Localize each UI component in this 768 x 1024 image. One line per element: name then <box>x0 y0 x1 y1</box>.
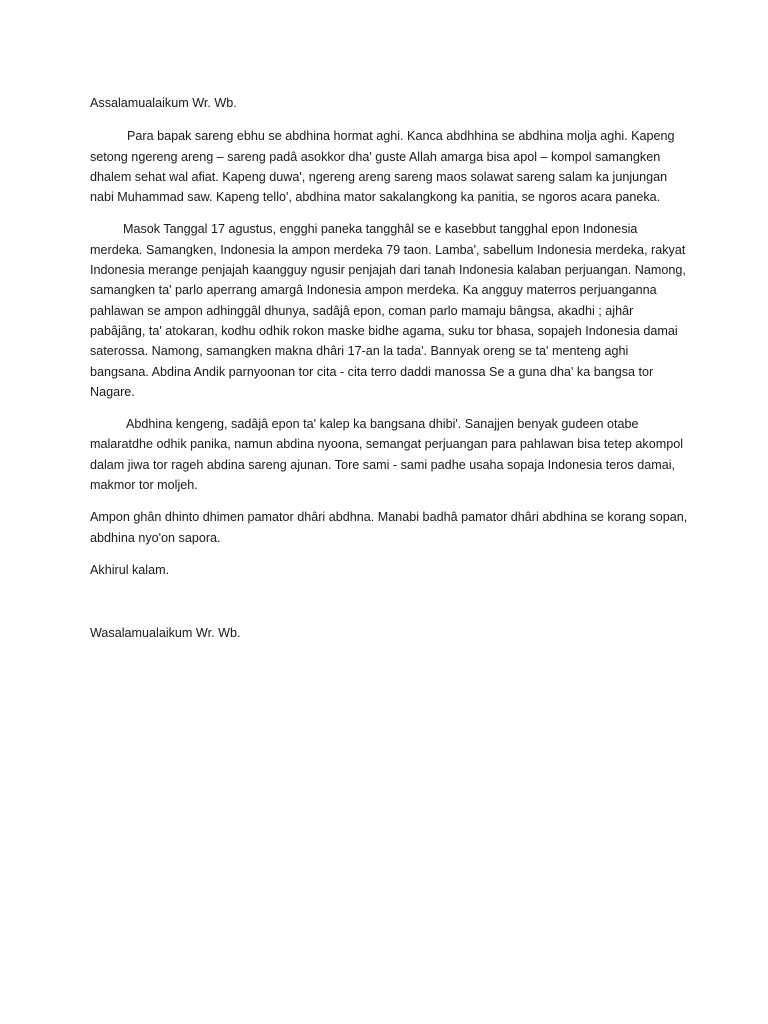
paragraph-spirit: Abdhina kengeng, sadâjâ epon ta' kalep ka bangsana dhibi'. Sanajjen benyak gudeen otabe malaratdhe odhik panika, namun abdina nyoona, semangat perjuangan para pahlawan bisa tetep akompol dalam jiwa tor rageh abdina sareng ajunan. Tore sami - sami padhe usaha sopaja Indonesia teros damai, makmor tor moljeh. <box>90 417 684 493</box>
paragraph-opening: Para bapak sareng ebhu se abdhina hormat aghi. Kanca abdhhina se abdhina molja aghi. Kapeng setong ngereng areng – sareng padâ asokkor dha' guste Allah amarga bisa apol – kompol samangken dhalem sehat wal afiat. Kapeng duwa', ngereng areng sareng maos solawat sareng salam ka junjungan nabi Muhammad saw. Kapeng tello', abdhina mator sakalangkong ka panitia, se ngoros acara paneka. <box>90 129 675 205</box>
paragraph-apology: Ampon ghân dhinto dhimen pamator dhâri abdhna. Manabi badhâ pamator dhâri abdhina se korang sopan, abdhina nyo'on sapora. <box>90 510 688 545</box>
greeting: Assalamualaikum Wr. Wb. <box>90 96 237 110</box>
document-body <box>90 93 690 644</box>
closing-line: Akhirul kalam. <box>90 562 170 577</box>
farewell: Wasalamualaikum Wr. Wb. <box>90 626 241 641</box>
paragraph-independence-day: Masok Tanggal 17 agustus, engghi paneka tangghâl se e kasebbut tangghal epon Indonesia merdeka. Samangken, Indonesia la ampon merdeka 79 taon. Lamba', sabellum Indonesia merdeka, rakyat Indonesia merange penjajah kaangguy ngusir penjajah dari tanah Indonesia kalaban perjuangan. Namong, samangken ta' parlo aperrang amargâ Indonesia ampon merdeka. Ka angguy materros perjuanganna pahlawan se ampon adhinggâl dhunya, sadâjâ epon, coman parlo mamaju bângsa, akadhi ; ajhâr pabâjâng, ta' atokaran, kodhu odhik rokon maske bidhe agama, suku tor bhasa, sopajeh Indonesia damai saterossa. Namong, samangken makna dhâri 17-an la tada'. Bannyak oreng se ta' menteng aghi bangsana. Abdina Andik parnyoonan tor cita - cita terro daddi manossa Se a guna dha' ka bangsa tor Nagare. <box>90 222 686 399</box>
